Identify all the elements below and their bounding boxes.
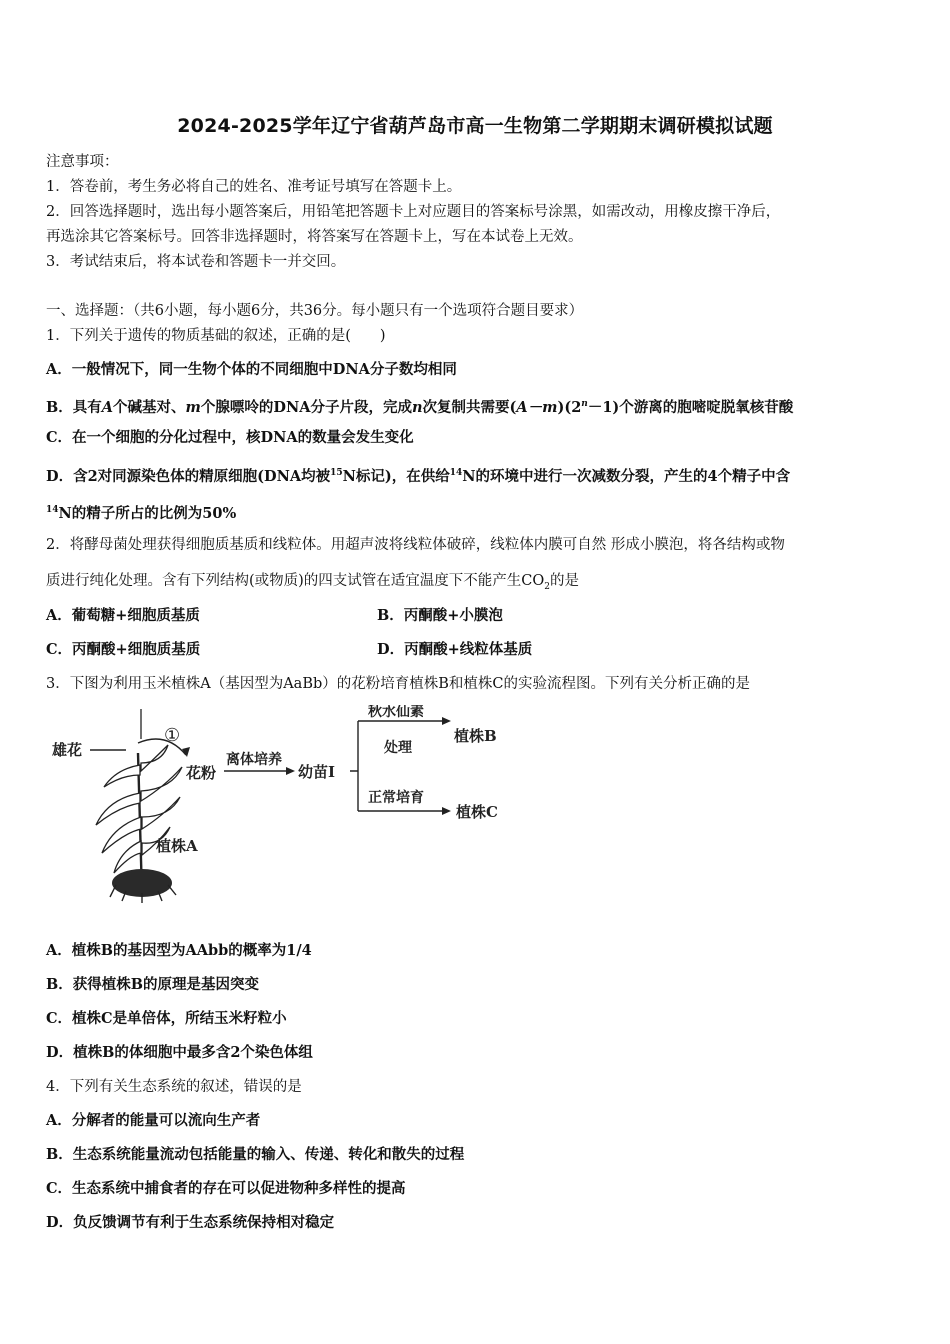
q1-d-t3: N的环境中进行一次减数分裂，产生的4个精子中含 xyxy=(462,467,791,485)
q2-stem-sub: 2 xyxy=(544,581,551,592)
q1-stem-text: 下列关于遗传的物质基础的叙述，正确的是( ) xyxy=(69,328,386,344)
q3-option-a: A．植株B的基因型为AAbb的概率为1/4 xyxy=(46,942,312,959)
q3-option-d: D．植株B的体细胞中最多含2个染色体组 xyxy=(46,1044,313,1061)
fig-male-flower: 雄花 xyxy=(52,741,83,759)
q1-b-t6: －1)个游离的胞嘧啶脱氧核苷酸 xyxy=(587,398,794,416)
notice-heading: 注意事项： xyxy=(46,154,119,170)
fig-culture: 离体培养 xyxy=(226,752,282,768)
q1-d-t4: N的精子所占的比例为50% xyxy=(58,504,237,522)
fig-pollen: 花粉 xyxy=(186,764,217,782)
q1-b-t3: 个腺嘌呤的DNA分子片段，完成 xyxy=(200,398,412,416)
q1-b-sup: n xyxy=(581,399,588,409)
q1-d-sup1: 15 xyxy=(330,468,343,478)
q4-option-a: A．分解者的能量可以流向生产者 xyxy=(46,1112,261,1129)
q2-stem-line1: 将酵母菌处理获得细胞质基质和线粒体。用超声波将线粒体破碎，线粒体内膜可自然 形成小膜泡，将各结构或物 xyxy=(69,537,785,553)
q4-option-d: D．负反馈调节有利于生态系统保持相对稳定 xyxy=(46,1214,335,1231)
notice-item-1: 1．答卷前，考生务必将自己的姓名、准考证号填写在答题卡上。 xyxy=(46,179,462,195)
q4-option-b: B．生态系统能量流动包括能量的输入、传递、转化和散失的过程 xyxy=(46,1146,465,1163)
q1-option-b xyxy=(46,394,793,418)
q1-d-sup3: 14 xyxy=(46,505,59,515)
notice-item-2: 2．回答选择题时，选出每小题答案后，用铅笔把答题卡上对应题目的答案标号涂黑，如需改动，用橡皮擦干净后， xyxy=(46,204,781,220)
q3-stem-text: 下图为利用玉米植株A（基因型为AaBb）的花粉培育植株B和植株C的实验流程图。下列有关分析正确的是 xyxy=(69,676,751,692)
q2-stem-cont xyxy=(46,571,579,597)
q1-b-t5: )(2 xyxy=(557,398,582,416)
q1-stem xyxy=(46,326,386,346)
q1-option-d-cont xyxy=(46,500,236,524)
q1-b-label: B． xyxy=(46,398,73,416)
q3-option-c: C．植株C是单倍体，所结玉米籽粒小 xyxy=(46,1010,287,1027)
q1-b-t4: 次复制共需要( xyxy=(422,398,517,416)
q1-b-expr: A－m xyxy=(516,398,558,416)
q3-flow-diagram xyxy=(46,705,516,905)
q2-stem-2b: 的是 xyxy=(550,573,580,589)
q1-b-t2: 个碱基对、 xyxy=(113,398,186,416)
fig-plant-a: 植株A xyxy=(156,837,198,855)
q2-option-b: B．丙酮酸+小膜泡 xyxy=(377,607,503,624)
q1-number: 1． xyxy=(46,328,70,344)
fig-arrowhead-culture xyxy=(286,767,295,775)
notice-item-3: 3．考试结束后，将本试卷和答题卡一并交回。 xyxy=(46,254,346,270)
q2-number: 2． xyxy=(46,537,70,553)
q1-d-t2: N标记)，在供给 xyxy=(342,467,450,485)
q1-option-d xyxy=(46,463,790,487)
exam-title: 2024-2025学年辽宁省葫芦岛市高一生物第二学期期末调研模拟试题 xyxy=(177,115,773,137)
q2-stem xyxy=(46,535,785,555)
q4-stem xyxy=(46,1077,302,1097)
q1-option-c: C．在一个细胞的分化过程中，核DNA的数量会发生变化 xyxy=(46,429,414,446)
q1-d-sup2: 14 xyxy=(449,468,463,478)
q1-b-var2: m xyxy=(185,398,201,416)
q4-stem-text: 下列有关生态系统的叙述，错误的是 xyxy=(69,1079,302,1095)
fig-seedling: 幼苗Ⅰ xyxy=(298,763,336,781)
fig-arrowhead-lower xyxy=(442,807,451,815)
q1-option-a: A．一般情况下，同一生物个体的不同细胞中DNA分子数均相同 xyxy=(46,361,457,378)
q1-b-var1: A xyxy=(101,398,114,416)
fig-step-mark: ① xyxy=(164,725,181,746)
q4-number: 4． xyxy=(46,1079,70,1095)
fig-normal: 正常培育 xyxy=(368,790,424,806)
maize-root-drawing xyxy=(110,869,176,903)
q2-stem-2a: 质进行纯化处理。含有下列结构(或物质)的四支试管在适宜温度下不能产生CO xyxy=(46,573,545,589)
q1-b-var3: n xyxy=(411,398,423,416)
q3-stem xyxy=(46,674,750,694)
notice-item-2-cont: 再选涂其它答案标号。回答非选择题时，将答案写在答题卡上，写在本试卷上无效。 xyxy=(46,229,583,245)
fig-colchicine: 秋水仙素 xyxy=(368,705,424,720)
q4-option-c: C．生态系统中捕食者的存在可以促进物种多样性的提高 xyxy=(46,1180,406,1197)
q3-number: 3． xyxy=(46,676,70,692)
fig-plant-b: 植株B xyxy=(454,727,497,745)
section-heading: 一、选择题：（共6小题，每小题6分，共36分。每小题只有一个选项符合题目要求） xyxy=(46,303,584,319)
q1-d-t1: D．含2对同源染色体的精原细胞(DNA均被 xyxy=(46,467,331,485)
q2-option-a: A．葡萄糖+细胞质基质 xyxy=(46,607,200,624)
q2-option-d: D．丙酮酸+线粒体基质 xyxy=(377,641,533,658)
fig-split-bracket xyxy=(350,721,358,811)
fig-treatment: 处理 xyxy=(384,740,412,756)
q3-option-b: B．获得植株B的原理是基因突变 xyxy=(46,976,260,993)
fig-plant-c: 植株C xyxy=(456,803,498,821)
fig-arrowhead-upper xyxy=(442,717,451,725)
q1-b-t1: 具有 xyxy=(72,398,102,416)
q2-option-c: C．丙酮酸+细胞质基质 xyxy=(46,641,201,658)
